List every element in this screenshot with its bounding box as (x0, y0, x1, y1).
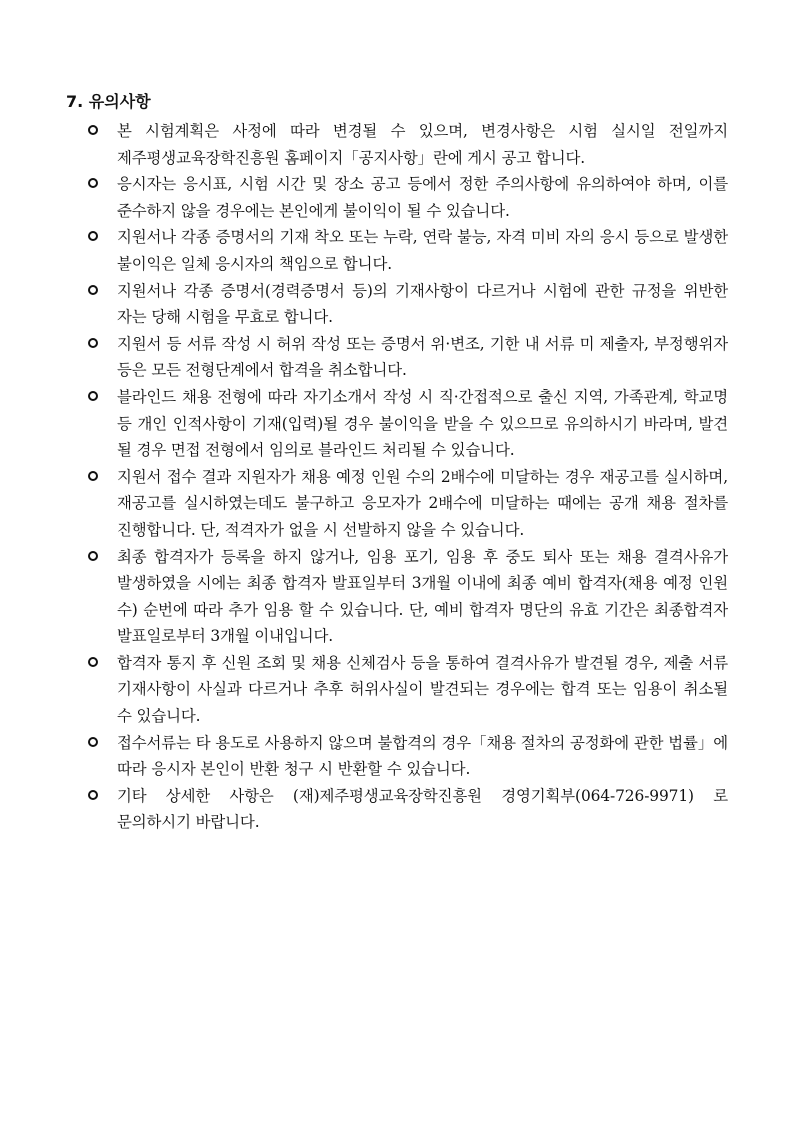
note-text: 지원서나 각종 증명서(경력증명서 등)의 기재사항이 다르거나 시험에 관한 규정을 위반한 자는 당해 시험을 무효로 합니다. (117, 281, 728, 327)
note-text: 접수서류는 타 용도로 사용하지 않으며 불합격의 경우「채용 절차의 공정화에 관한 법률」에 따라 응시자 본인이 반환 청구 시 반환할 수 있습니다. (117, 733, 728, 779)
notes-list (88, 118, 728, 836)
note-item (88, 783, 728, 836)
circle-bullet-icon (88, 657, 98, 667)
note-item (88, 224, 728, 277)
note-item (88, 331, 728, 384)
circle-bullet-icon (88, 737, 98, 747)
circle-bullet-icon (88, 338, 98, 348)
note-item (88, 171, 728, 224)
note-item (88, 384, 728, 464)
note-text: 지원서나 각종 증명서의 기재 착오 또는 누락, 연락 불능, 자격 미비 자의 응시 등으로 발생한 불이익은 일체 응시자의 책임으로 합니다. (117, 228, 728, 273)
note-item (88, 118, 728, 171)
section-title: 7. 유의사항 (66, 92, 151, 111)
note-item (88, 464, 728, 544)
circle-bullet-icon (88, 178, 98, 188)
note-item (88, 730, 728, 783)
circle-bullet-icon (88, 231, 98, 241)
note-text: 합격자 통지 후 신원 조회 및 채용 신체검사 등을 통하여 결격사유가 발견될 경우, 제출 서류 기재사항이 사실과 다르거나 추후 허위사실이 발견되는 경우에는 합격 또는 임용이 취소될 수 있습니다. (117, 653, 728, 726)
note-text: 응시자는 응시표, 시험 시간 및 장소 공고 등에서 정한 주의사항에 유의하여야 하며, 이를 준수하지 않을 경우에는 본인에게 불이익이 될 수 있습니다. (117, 175, 728, 220)
note-item (88, 544, 728, 650)
note-text: 기타 상세한 사항은 (재)제주평생교육장학진흥원 경영기획부(064-726-9971) 로 문의하시기 바랍니다. (117, 786, 728, 832)
circle-bullet-icon (88, 790, 98, 800)
note-text: 지원서 등 서류 작성 시 허위 작성 또는 증명서 위·변조, 기한 내 서류 미 제출자, 부정행위자 등은 모든 전형단계에서 합격을 취소합니다. (117, 334, 728, 380)
circle-bullet-icon (88, 471, 98, 481)
note-item (88, 650, 728, 730)
note-item (88, 278, 728, 331)
circle-bullet-icon (88, 551, 98, 561)
note-text: 본 시험계획은 사정에 따라 변경될 수 있으며, 변경사항은 시험 실시일 전일까지 제주평생교육장학진흥원 홈페이지「공지사항」란에 게시 공고 합니다. (117, 122, 728, 167)
circle-bullet-icon (88, 391, 98, 401)
note-text: 최종 합격자가 등록을 하지 않거나, 임용 포기, 임용 후 중도 퇴사 또는 채용 결격사유가 발생하였을 시에는 최종 합격자 발표일부터 3개월 이내에 최종 예비 합격자(채용 예정 인원 수) 순번에 따라 추가 임용 할 수 있습니다. 단, 예비 합격자 명단의 유효 기간은 최종합격자 발표일로부터 3개월 이내입니다. (117, 547, 728, 646)
circle-bullet-icon (88, 285, 98, 295)
note-text: 지원서 접수 결과 지원자가 채용 예정 인원 수의 2배수에 미달하는 경우 재공고를 실시하며, 재공고를 실시하였는데도 불구하고 응모자가 2배수에 미달하는 때에는 공개 채용 절차를 진행합니다. 단, 적격자가 없을 시 선발하지 않을 수 있습니다. (117, 467, 728, 539)
circle-bullet-icon (88, 125, 98, 135)
note-text: 블라인드 채용 전형에 따라 자기소개서 작성 시 직·간접적으로 출신 지역, 가족관계, 학교명 등 개인 인적사항이 기재(입력)될 경우 불이익을 받을 수 있으므로 유의하시기 바라며, 발견 될 경우 면접 전형에서 임의로 블라인드 처리될 수 있습니다. (117, 387, 728, 460)
